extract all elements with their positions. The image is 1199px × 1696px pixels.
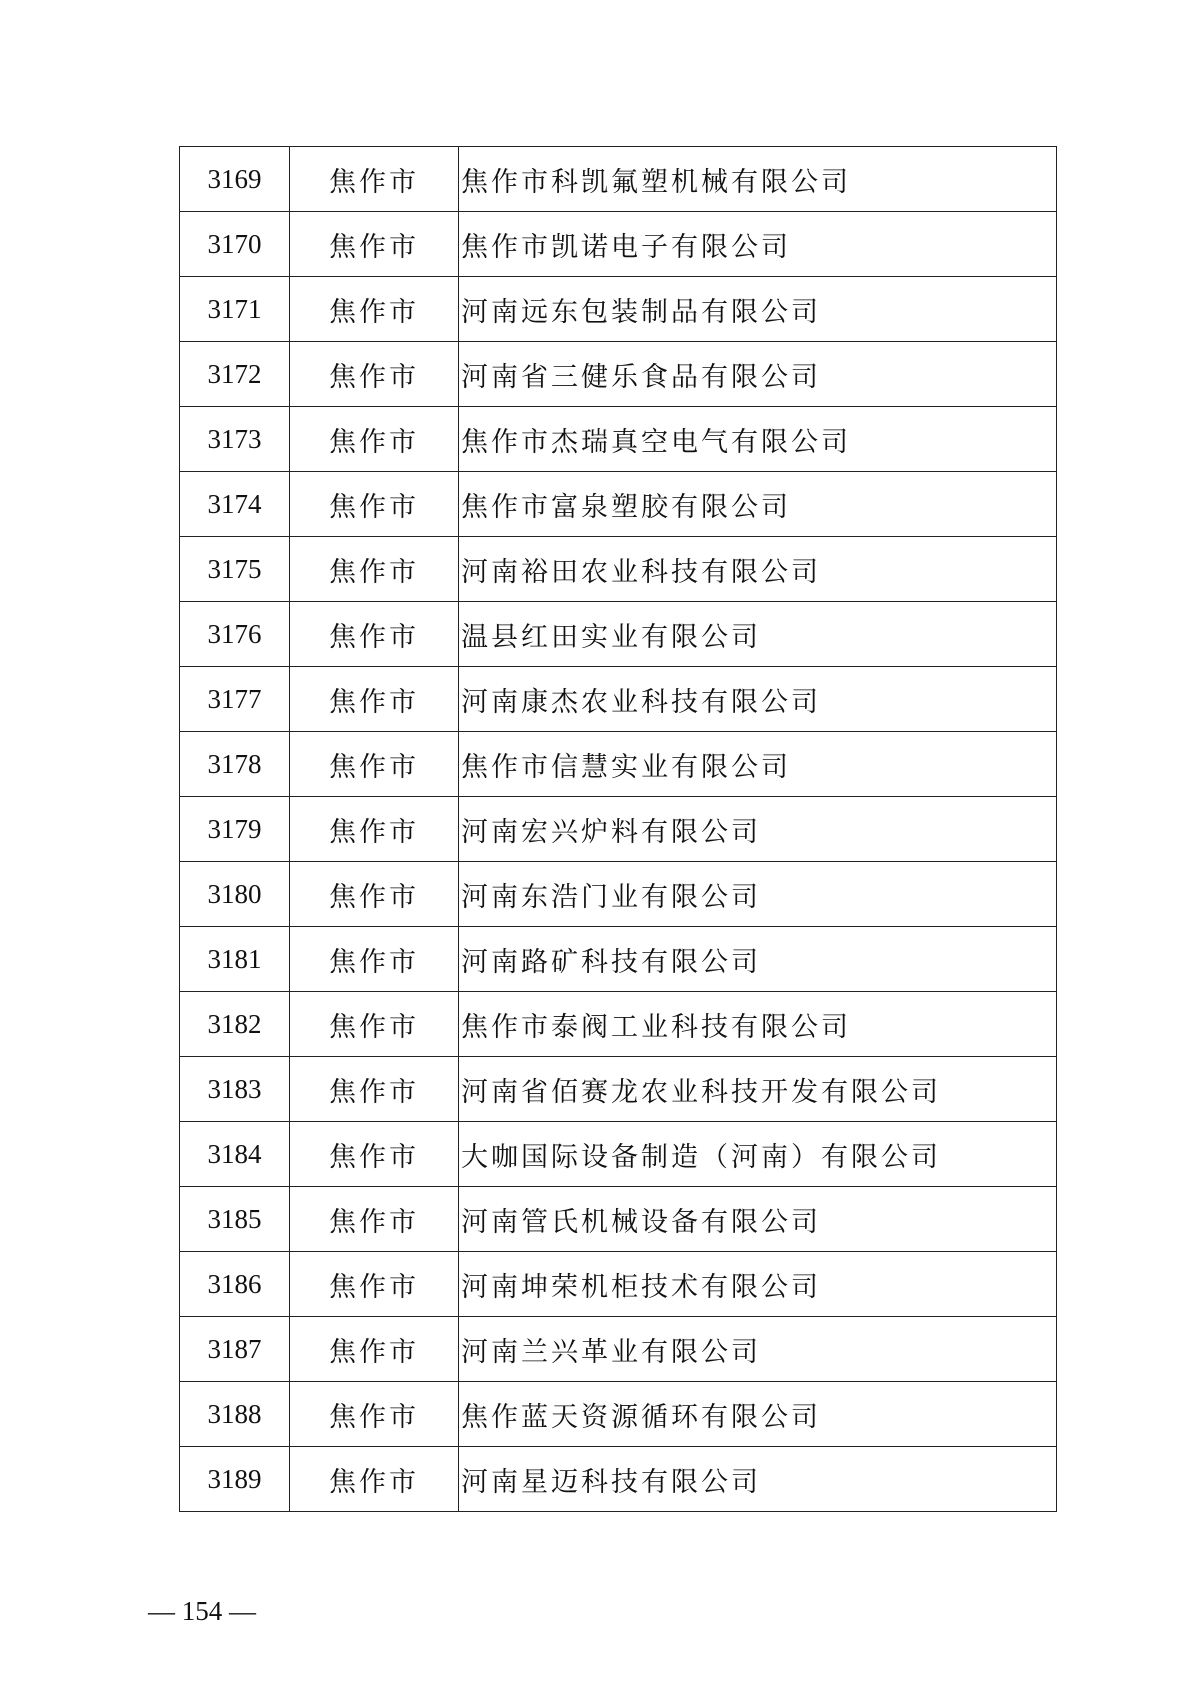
- company-name-cell: 焦作蓝天资源循环有限公司: [459, 1382, 1057, 1447]
- company-name-cell: 焦作市富泉塑胶有限公司: [459, 472, 1057, 537]
- city-cell: 焦作市: [290, 147, 459, 212]
- company-name-cell: 温县红田实业有限公司: [459, 602, 1057, 667]
- city-cell: 焦作市: [290, 1057, 459, 1122]
- table-row: [180, 602, 1057, 667]
- table-row: [180, 1382, 1057, 1447]
- table-row: [180, 1057, 1057, 1122]
- table-row: [180, 537, 1057, 602]
- table-row: [180, 1317, 1057, 1382]
- city-cell: 焦作市: [290, 472, 459, 537]
- company-name-cell: 河南路矿科技有限公司: [459, 927, 1057, 992]
- table-row: [180, 927, 1057, 992]
- company-name-cell: 大咖国际设备制造（河南）有限公司: [459, 1122, 1057, 1187]
- table-row: [180, 667, 1057, 732]
- company-name-cell: 河南东浩门业有限公司: [459, 862, 1057, 927]
- city-cell: 焦作市: [290, 342, 459, 407]
- company-name-cell: 河南省三健乐食品有限公司: [459, 342, 1057, 407]
- row-number-cell: 3177: [180, 667, 290, 732]
- table-row: [180, 1187, 1057, 1252]
- city-cell: 焦作市: [290, 1382, 459, 1447]
- company-name-cell: 河南康杰农业科技有限公司: [459, 667, 1057, 732]
- table-body: [180, 147, 1057, 1512]
- city-cell: 焦作市: [290, 732, 459, 797]
- company-name-cell: 焦作市杰瑞真空电气有限公司: [459, 407, 1057, 472]
- row-number-cell: 3172: [180, 342, 290, 407]
- row-number-cell: 3175: [180, 537, 290, 602]
- table-row: [180, 1252, 1057, 1317]
- row-number-cell: 3181: [180, 927, 290, 992]
- row-number-cell: 3180: [180, 862, 290, 927]
- company-name-cell: 河南兰兴革业有限公司: [459, 1317, 1057, 1382]
- table-row: [180, 992, 1057, 1057]
- row-number-cell: 3185: [180, 1187, 290, 1252]
- page-number: — 154 —: [148, 1596, 256, 1626]
- company-name-cell: 河南星迈科技有限公司: [459, 1447, 1057, 1512]
- city-cell: 焦作市: [290, 797, 459, 862]
- row-number-cell: 3170: [180, 212, 290, 277]
- company-name-cell: 焦作市信慧实业有限公司: [459, 732, 1057, 797]
- company-name-cell: 焦作市凯诺电子有限公司: [459, 212, 1057, 277]
- company-name-cell: 河南坤荣机柜技术有限公司: [459, 1252, 1057, 1317]
- city-cell: 焦作市: [290, 862, 459, 927]
- city-cell: 焦作市: [290, 1122, 459, 1187]
- company-list-table: [179, 146, 1057, 1512]
- company-name-cell: 河南省佰赛龙农业科技开发有限公司: [459, 1057, 1057, 1122]
- table-row: [180, 1447, 1057, 1512]
- row-number-cell: 3176: [180, 602, 290, 667]
- row-number-cell: 3187: [180, 1317, 290, 1382]
- row-number-cell: 3188: [180, 1382, 290, 1447]
- city-cell: 焦作市: [290, 602, 459, 667]
- city-cell: 焦作市: [290, 1317, 459, 1382]
- city-cell: 焦作市: [290, 277, 459, 342]
- row-number-cell: 3182: [180, 992, 290, 1057]
- table-row: [180, 797, 1057, 862]
- row-number-cell: 3173: [180, 407, 290, 472]
- row-number-cell: 3178: [180, 732, 290, 797]
- city-cell: 焦作市: [290, 992, 459, 1057]
- city-cell: 焦作市: [290, 212, 459, 277]
- company-name-cell: 河南裕田农业科技有限公司: [459, 537, 1057, 602]
- row-number-cell: 3169: [180, 147, 290, 212]
- company-name-cell: 河南管氏机械设备有限公司: [459, 1187, 1057, 1252]
- city-cell: 焦作市: [290, 667, 459, 732]
- row-number-cell: 3184: [180, 1122, 290, 1187]
- city-cell: 焦作市: [290, 1252, 459, 1317]
- row-number-cell: 3174: [180, 472, 290, 537]
- table-row: [180, 342, 1057, 407]
- table-row: [180, 862, 1057, 927]
- table-row: [180, 147, 1057, 212]
- table-row: [180, 277, 1057, 342]
- row-number-cell: 3189: [180, 1447, 290, 1512]
- company-name-cell: 焦作市泰阀工业科技有限公司: [459, 992, 1057, 1057]
- city-cell: 焦作市: [290, 1187, 459, 1252]
- table-row: [180, 732, 1057, 797]
- table-row: [180, 212, 1057, 277]
- row-number-cell: 3183: [180, 1057, 290, 1122]
- row-number-cell: 3186: [180, 1252, 290, 1317]
- table-row: [180, 407, 1057, 472]
- city-cell: 焦作市: [290, 537, 459, 602]
- company-name-cell: 河南远东包装制品有限公司: [459, 277, 1057, 342]
- row-number-cell: 3179: [180, 797, 290, 862]
- company-name-cell: 河南宏兴炉料有限公司: [459, 797, 1057, 862]
- city-cell: 焦作市: [290, 927, 459, 992]
- row-number-cell: 3171: [180, 277, 290, 342]
- city-cell: 焦作市: [290, 407, 459, 472]
- city-cell: 焦作市: [290, 1447, 459, 1512]
- table-row: [180, 472, 1057, 537]
- company-name-cell: 焦作市科凯氟塑机械有限公司: [459, 147, 1057, 212]
- table-row: [180, 1122, 1057, 1187]
